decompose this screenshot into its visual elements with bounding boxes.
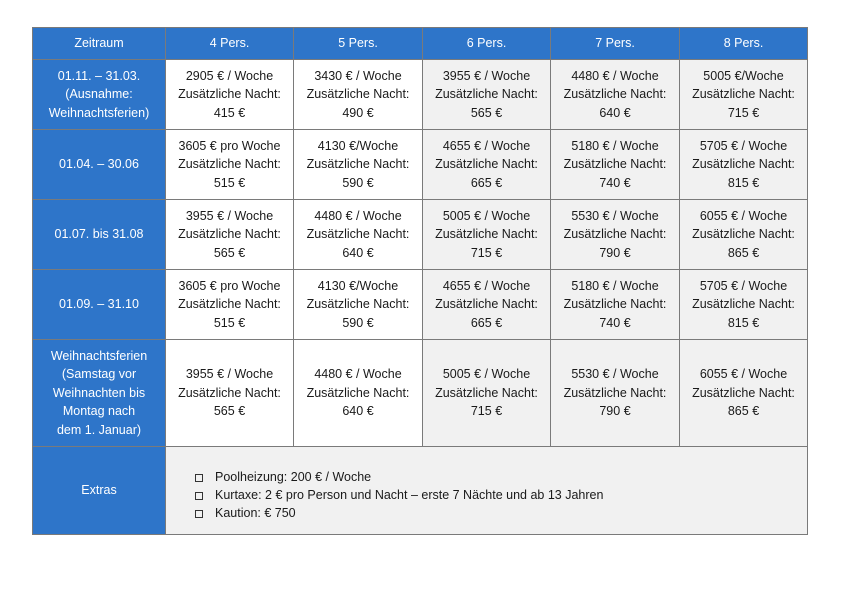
price-cell xyxy=(680,340,808,447)
period-line: Montag nach xyxy=(62,404,136,419)
extra-night-label: Zusätzliche Nacht: xyxy=(178,227,281,242)
weekly-price: 2905 € / Woche xyxy=(185,68,274,83)
extra-night-price: 590 € xyxy=(342,315,374,330)
table-row xyxy=(33,340,808,447)
period-line: 01.04. – 30.06 xyxy=(59,157,139,172)
extra-night-label: Zusätzliche Nacht: xyxy=(306,157,410,172)
price-cell xyxy=(423,200,551,270)
price-cell xyxy=(423,340,551,447)
extra-night-price: 590 € xyxy=(342,175,374,190)
extra-night-price: 815 € xyxy=(727,175,760,190)
list-item xyxy=(195,504,803,522)
square-bullet-icon xyxy=(195,510,203,518)
price-cell xyxy=(166,270,294,340)
extra-night-label: Zusätzliche Nacht: xyxy=(563,227,667,242)
extra-night-label: Zusätzliche Nacht: xyxy=(435,157,538,172)
price-cell xyxy=(680,60,808,130)
weekly-price: 5705 € / Woche xyxy=(699,278,788,293)
extra-night-price: 640 € xyxy=(342,245,374,260)
weekly-price: 5705 € / Woche xyxy=(699,138,788,153)
weekly-price: 3430 € / Woche xyxy=(314,68,402,83)
table-row xyxy=(33,270,808,340)
extra-night-price: 515 € xyxy=(213,315,246,330)
period-cell xyxy=(33,340,166,447)
weekly-price: 5005 € / Woche xyxy=(442,208,531,223)
extra-night-label: Zusätzliche Nacht: xyxy=(306,227,410,242)
period-line: 01.07. bis 31.08 xyxy=(54,227,144,242)
price-cell xyxy=(551,60,680,130)
weekly-price: 4480 € / Woche xyxy=(314,367,402,382)
extra-night-label: Zusätzliche Nacht: xyxy=(306,87,410,102)
extras-row xyxy=(33,447,808,535)
extra-night-price: 665 € xyxy=(470,175,503,190)
period-line: 01.11. – 31.03. xyxy=(57,68,141,83)
price-cell xyxy=(551,130,680,200)
price-table xyxy=(32,27,808,535)
extra-night-label: Zusätzliche Nacht: xyxy=(563,157,667,172)
extra-night-label: Zusätzliche Nacht: xyxy=(692,227,795,242)
extra-night-price: 715 € xyxy=(727,105,760,120)
extra-night-price: 565 € xyxy=(213,404,246,419)
extra-night-label: Zusätzliche Nacht: xyxy=(306,385,410,400)
extra-night-price: 815 € xyxy=(727,315,760,330)
price-cell xyxy=(423,60,551,130)
extra-night-price: 715 € xyxy=(470,404,503,419)
header-5-pers: 5 Pers. xyxy=(294,28,423,60)
price-cell xyxy=(551,200,680,270)
header-7-pers: 7 Pers. xyxy=(551,28,680,60)
weekly-price: 3605 € pro Woche xyxy=(178,138,281,153)
header-6-pers: 6 Pers. xyxy=(423,28,551,60)
extra-night-label: Zusätzliche Nacht: xyxy=(306,297,410,312)
table-row xyxy=(33,60,808,130)
period-line: (Ausnahme: xyxy=(65,87,133,102)
price-cell xyxy=(166,340,294,447)
extra-night-price: 740 € xyxy=(599,315,631,330)
extra-night-label: Zusätzliche Nacht: xyxy=(563,87,667,102)
list-item xyxy=(195,486,803,504)
extras-item-text: Kurtaxe: 2 € pro Person und Nacht – erste 7 Nächte und ab 13 Jahren xyxy=(215,487,604,502)
extra-night-label: Zusätzliche Nacht: xyxy=(178,385,281,400)
weekly-price: 3955 € / Woche xyxy=(185,208,274,223)
square-bullet-icon xyxy=(195,474,203,482)
extras-label: Extras xyxy=(33,447,166,535)
extra-night-price: 490 € xyxy=(342,105,374,120)
extra-night-price: 640 € xyxy=(342,404,374,419)
weekly-price: 6055 € / Woche xyxy=(699,208,788,223)
period-line: dem 1. Januar) xyxy=(56,422,142,437)
extra-night-price: 790 € xyxy=(599,404,631,419)
weekly-price: 4655 € / Woche xyxy=(442,278,531,293)
extra-night-label: Zusätzliche Nacht: xyxy=(435,385,538,400)
extra-night-price: 415 € xyxy=(213,105,246,120)
extra-night-price: 790 € xyxy=(599,245,631,260)
extra-night-price: 640 € xyxy=(599,105,631,120)
period-line: Weihnachtsferien) xyxy=(48,105,150,120)
weekly-price: 5530 € / Woche xyxy=(571,367,659,382)
period-cell xyxy=(33,270,166,340)
weekly-price: 3605 € pro Woche xyxy=(178,278,281,293)
extra-night-label: Zusätzliche Nacht: xyxy=(692,297,795,312)
extras-content xyxy=(166,447,808,535)
period-cell xyxy=(33,60,166,130)
extras-list xyxy=(195,468,803,522)
extra-night-price: 715 € xyxy=(470,245,503,260)
extra-night-label: Zusätzliche Nacht: xyxy=(435,227,538,242)
price-cell xyxy=(423,130,551,200)
price-cell xyxy=(294,130,423,200)
price-cell xyxy=(166,200,294,270)
weekly-price: 4655 € / Woche xyxy=(442,138,531,153)
extra-night-label: Zusätzliche Nacht: xyxy=(692,157,795,172)
list-item xyxy=(195,468,803,486)
extra-night-label: Zusätzliche Nacht: xyxy=(435,87,538,102)
extra-night-price: 665 € xyxy=(470,315,503,330)
price-cell xyxy=(551,270,680,340)
price-cell xyxy=(680,270,808,340)
period-line: Weihnachtsferien xyxy=(50,348,148,363)
table-row xyxy=(33,200,808,270)
price-cell xyxy=(294,60,423,130)
weekly-price: 4130 €/Woche xyxy=(317,138,399,153)
price-cell xyxy=(423,270,551,340)
period-line: Weihnachten bis xyxy=(52,385,146,400)
extra-night-label: Zusätzliche Nacht: xyxy=(435,297,538,312)
weekly-price: 5530 € / Woche xyxy=(571,208,659,223)
table-row xyxy=(33,130,808,200)
weekly-price: 5180 € / Woche xyxy=(571,138,659,153)
price-cell xyxy=(166,60,294,130)
extra-night-label: Zusätzliche Nacht: xyxy=(563,385,667,400)
square-bullet-icon xyxy=(195,492,203,500)
extra-night-label: Zusätzliche Nacht: xyxy=(178,87,281,102)
extras-item-text: Poolheizung: 200 € / Woche xyxy=(215,469,372,484)
extra-night-price: 565 € xyxy=(213,245,246,260)
header-8-pers: 8 Pers. xyxy=(680,28,808,60)
price-cell xyxy=(551,340,680,447)
extra-night-label: Zusätzliche Nacht: xyxy=(178,157,281,172)
price-cell xyxy=(294,340,423,447)
period-line: 01.09. – 31.10 xyxy=(59,297,139,312)
price-cell xyxy=(294,200,423,270)
weekly-price: 6055 € / Woche xyxy=(699,367,788,382)
header-4-pers: 4 Pers. xyxy=(166,28,294,60)
price-cell xyxy=(166,130,294,200)
weekly-price: 5005 €/Woche xyxy=(703,68,784,83)
weekly-price: 4480 € / Woche xyxy=(571,68,659,83)
extra-night-label: Zusätzliche Nacht: xyxy=(563,297,667,312)
extra-night-label: Zusätzliche Nacht: xyxy=(692,87,795,102)
weekly-price: 3955 € / Woche xyxy=(442,68,531,83)
period-cell xyxy=(33,200,166,270)
weekly-price: 5005 € / Woche xyxy=(442,367,531,382)
extra-night-label: Zusätzliche Nacht: xyxy=(178,297,281,312)
header-row xyxy=(33,28,808,60)
price-cell xyxy=(680,200,808,270)
extra-night-price: 865 € xyxy=(727,404,760,419)
weekly-price: 4130 €/Woche xyxy=(317,278,399,293)
header-period: Zeitraum xyxy=(33,28,166,60)
extra-night-price: 515 € xyxy=(213,175,246,190)
extra-night-price: 740 € xyxy=(599,175,631,190)
extra-night-label: Zusätzliche Nacht: xyxy=(692,385,795,400)
extra-night-price: 865 € xyxy=(727,245,760,260)
period-cell xyxy=(33,130,166,200)
extra-night-price: 565 € xyxy=(470,105,503,120)
price-cell xyxy=(294,270,423,340)
weekly-price: 4480 € / Woche xyxy=(314,208,402,223)
extras-item-text: Kaution: € 750 xyxy=(215,505,296,520)
price-cell xyxy=(680,130,808,200)
weekly-price: 5180 € / Woche xyxy=(571,278,659,293)
weekly-price: 3955 € / Woche xyxy=(185,367,274,382)
period-line: (Samstag vor xyxy=(61,367,137,382)
